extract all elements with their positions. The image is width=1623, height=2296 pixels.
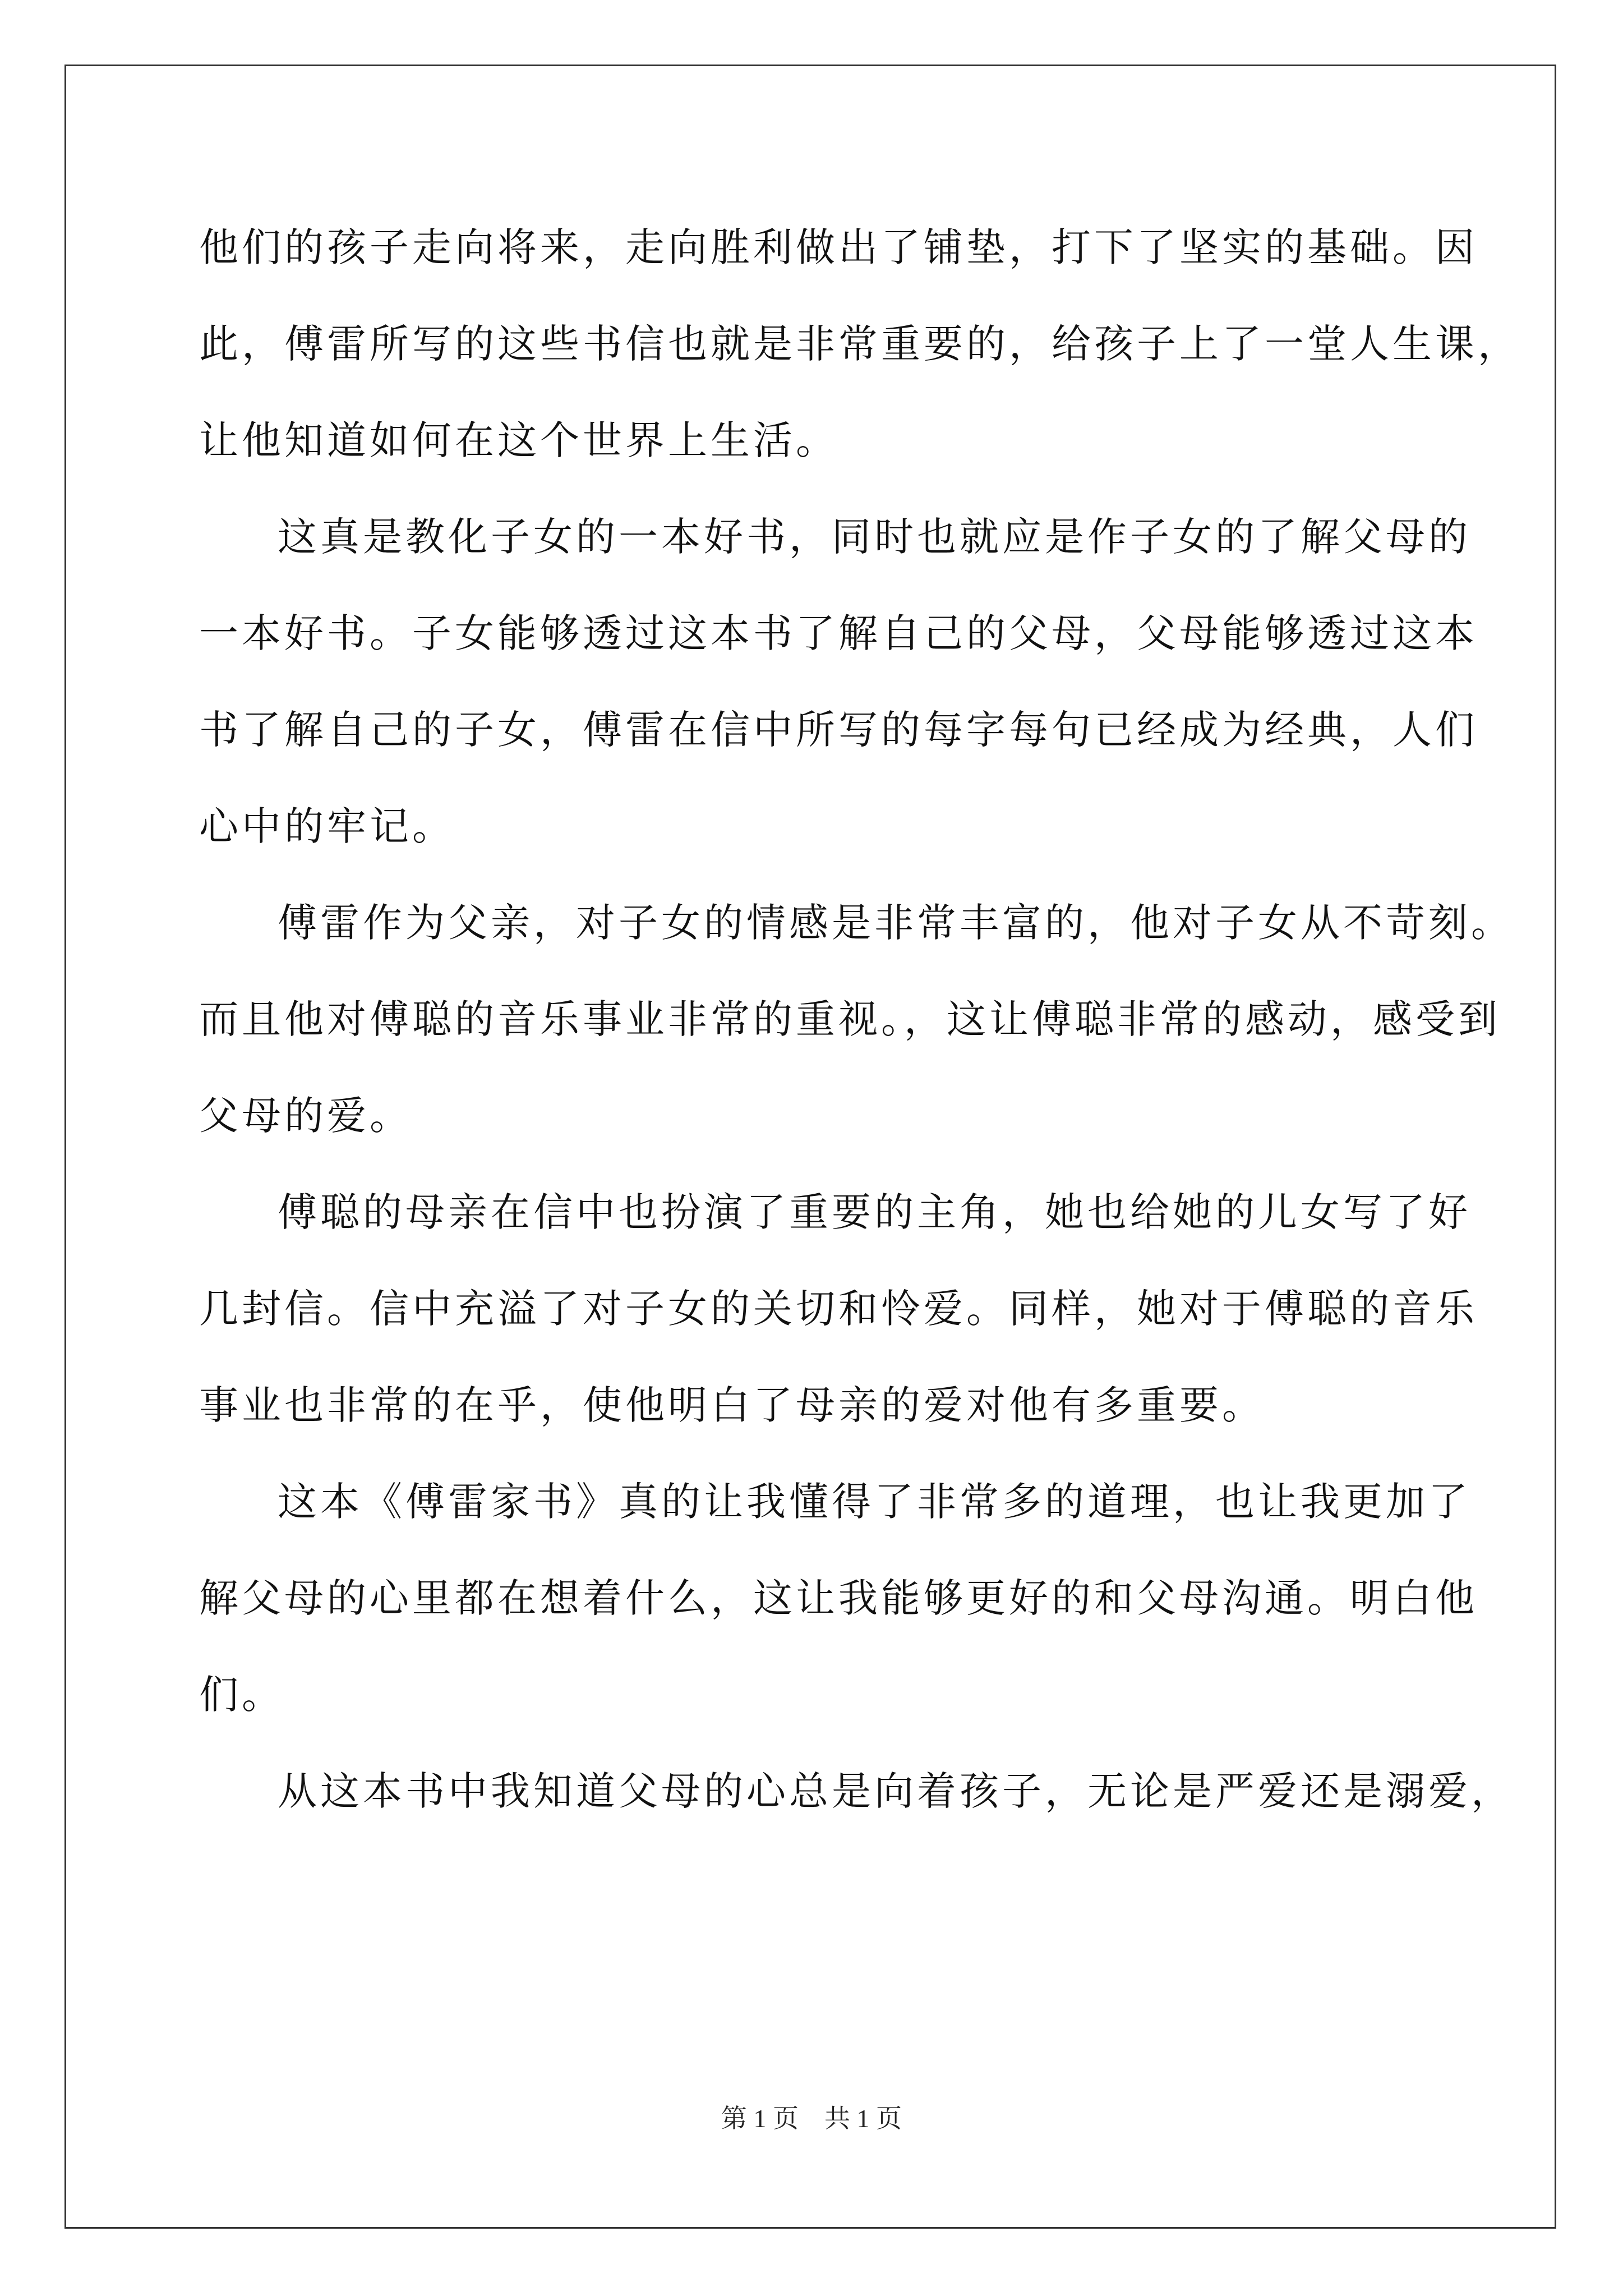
- text-line: 此，傅雷所写的这些书信也就是非常重要的，给孩子上了一堂人生课，: [199, 321, 1520, 367]
- text-line: 而且他对傅聪的音乐事业非常的重视。，这让傅聪非常的感动，感受到: [199, 996, 1501, 1042]
- text-line: 心中的牢记。: [199, 803, 455, 849]
- paragraph-first-line: 傅雷作为父亲，对子女的情感是非常丰富的，他对子女从不苛刻。: [278, 900, 1514, 946]
- text-line: 他们的孩子走向将来，走向胜利做出了铺垫，打下了坚实的基础。因: [199, 224, 1478, 270]
- text-line: 让他知道如何在这个世界上生活。: [199, 417, 838, 463]
- paragraph-first-line: 这本《傅雷家书》真的让我懂得了非常多的道理，也让我更加了: [278, 1479, 1471, 1525]
- text-line: 一本好书。子女能够透过这本书了解自己的父母，父母能够透过这本: [199, 610, 1478, 656]
- text-line: 几封信。信中充溢了对子女的关切和怜爱。同样，她对于傅聪的音乐: [199, 1286, 1478, 1332]
- text-line: 们。: [199, 1672, 284, 1718]
- paragraph-first-line: 傅聪的母亲在信中也扮演了重要的主角，她也给她的儿女写了好: [278, 1189, 1471, 1235]
- text-line: 父母的爱。: [199, 1093, 412, 1139]
- paragraph-first-line: 从这本书中我知道父母的心总是向着孩子，无论是严爱还是溺爱，: [278, 1768, 1514, 1814]
- paragraph-first-line: 这真是教化子女的一本好书，同时也就应是作子女的了解父母的: [278, 514, 1471, 560]
- text-line: 解父母的心里都在想着什么，这让我能够更好的和父母沟通。明白他: [199, 1575, 1478, 1621]
- page-number-label: 第 1 页 共 1 页: [721, 2104, 902, 2133]
- text-line: 书了解自己的子女，傅雷在信中所写的每字每句已经成为经典，人们: [199, 707, 1478, 753]
- document-body: [199, 199, 1520, 1839]
- page-footer: [0, 2098, 1623, 2135]
- text-line: 事业也非常的在乎，使他明白了母亲的爱对他有多重要。: [199, 1382, 1265, 1428]
